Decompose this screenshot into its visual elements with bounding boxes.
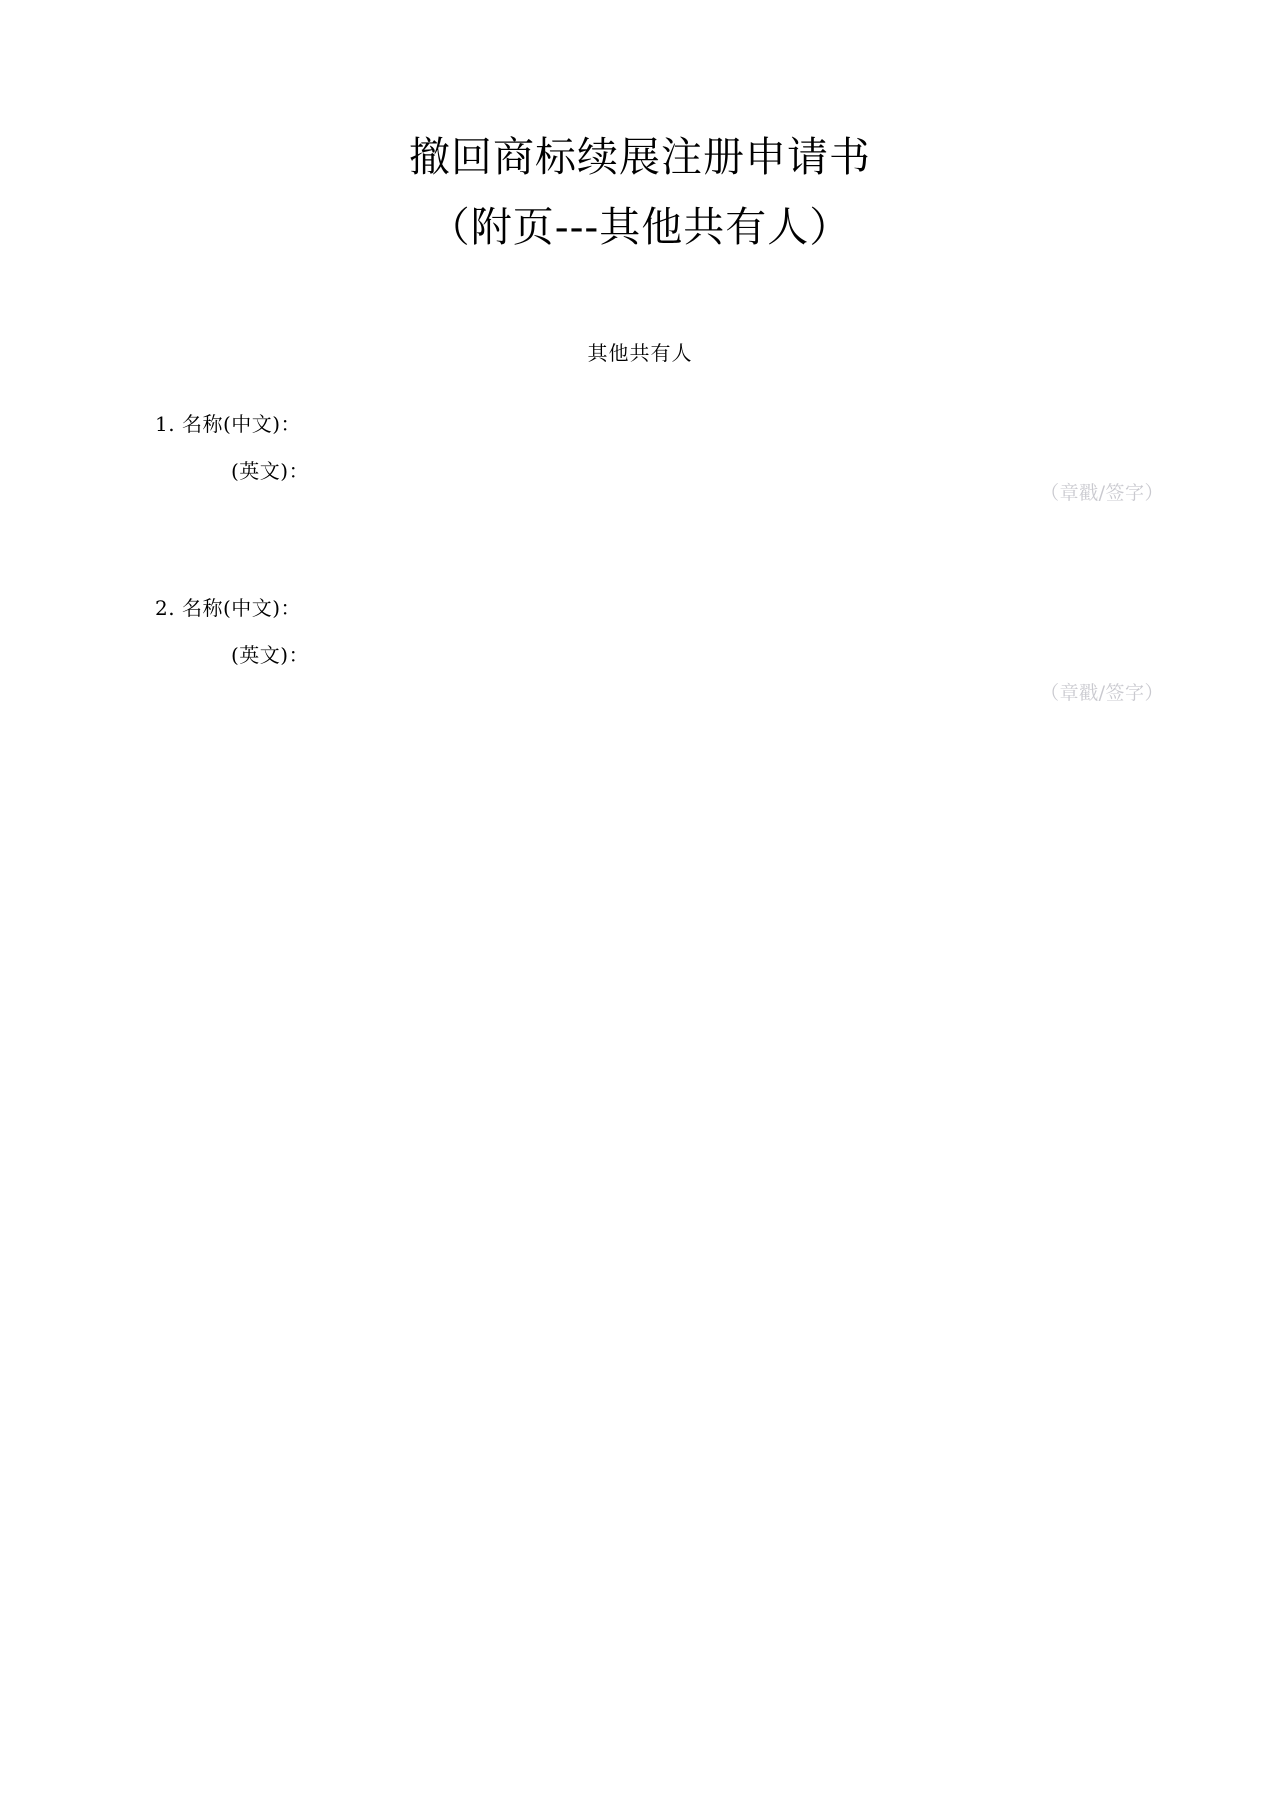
title-line-primary: 撤回商标续展注册申请书: [409, 133, 871, 181]
co-owner-1-seal-signature-note: （章戳/签字）: [1040, 482, 1164, 504]
co-owner-2-index: 2.: [155, 596, 176, 620]
document-title: [0, 128, 1280, 256]
co-owner-2-name-en-label: (英文)：: [231, 643, 310, 667]
co-owner-entry-1: [0, 408, 1280, 489]
co-owner-2-name-cn-label: 名称(中文)：: [181, 596, 302, 620]
co-owner-2-seal-signature-note: （章戳/签字）: [1040, 682, 1164, 704]
co-owner-entry-2: [0, 592, 1280, 673]
co-owner-1-name-cn-row: [0, 408, 1280, 442]
co-owner-1-name-en-label: (英文)：: [231, 459, 310, 483]
co-owner-1-name-cn-label: 名称(中文)：: [181, 412, 302, 436]
title-line-secondary: （附页---其他共有人）: [428, 203, 852, 251]
co-owner-2-name-cn-row: [0, 592, 1280, 626]
section-heading-other-co-owners: 其他共有人: [587, 341, 693, 365]
co-owner-2-name-en-row: [0, 639, 1280, 673]
co-owner-1-index: 1.: [155, 412, 176, 436]
